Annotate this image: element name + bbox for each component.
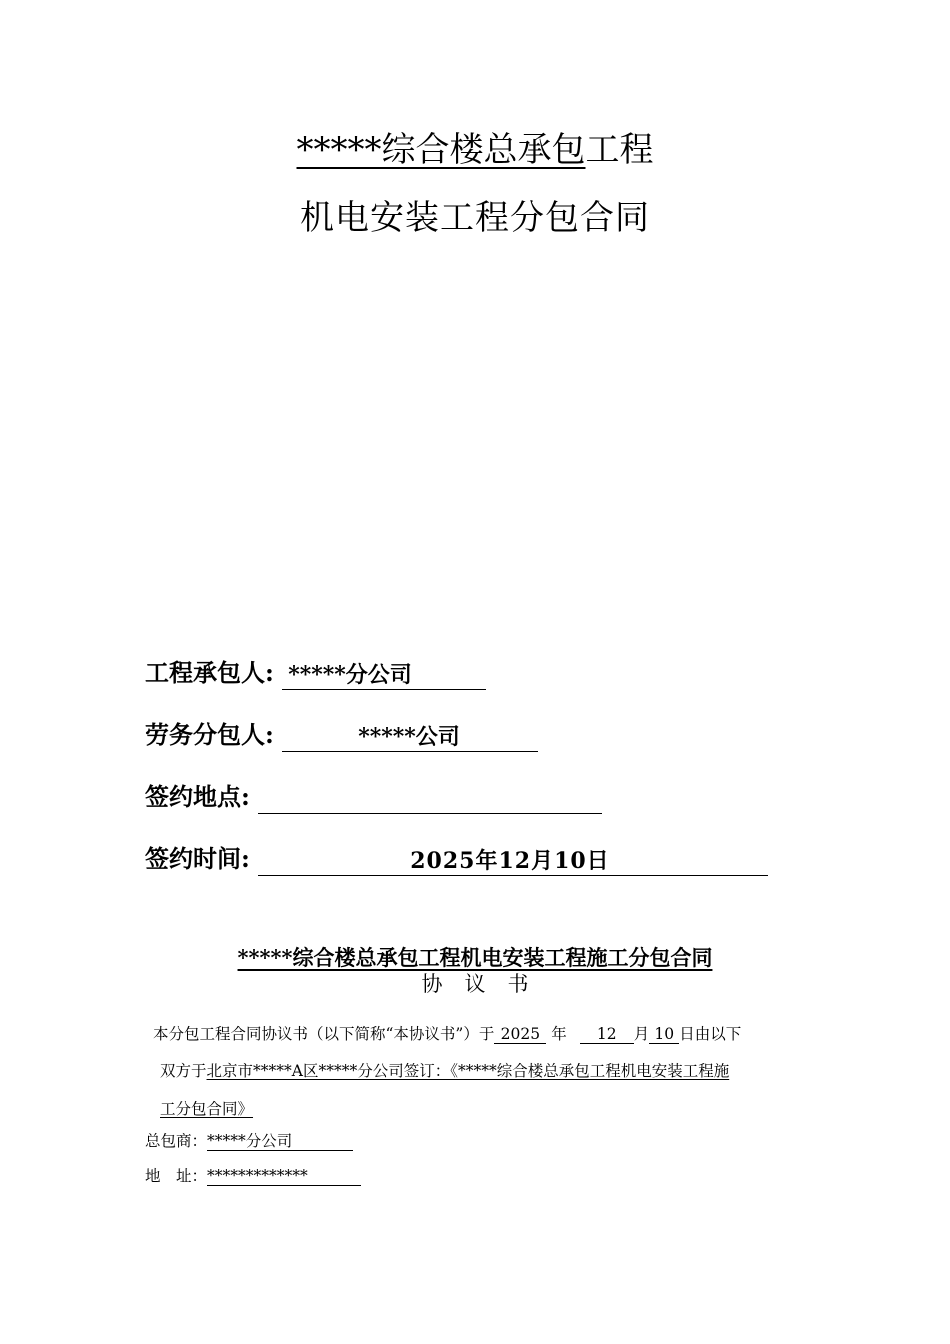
cover-title-line1: [0, 126, 950, 174]
subcontractor-row: [145, 718, 538, 752]
p1-month-unit: 月: [633, 1025, 650, 1043]
addr-label: 地 址：: [145, 1167, 208, 1185]
year-field: 2025: [494, 1025, 546, 1044]
agreement-paragraph-line3: [160, 1098, 253, 1120]
gc-label: 总包商：: [145, 1132, 208, 1150]
cover-title-tail: 工程: [585, 130, 654, 170]
contractor-row: [145, 656, 486, 690]
contractor-field: *****分公司: [282, 660, 486, 690]
agreement-title-text: *****综合楼总承包工程机电安装工程施工分包合同: [237, 945, 713, 970]
place-field: [258, 784, 602, 814]
subcontractor-label: 劳务分包人:: [145, 720, 274, 749]
p2-place: 北京市*****A区*****分公司签订：《*****综合楼总承包工程机电安装工程施: [206, 1062, 730, 1080]
day-field: 10: [649, 1025, 679, 1044]
agreement-paragraph-line1: [153, 1023, 741, 1045]
p1-text-b: 日由以下: [679, 1025, 742, 1043]
addr-field: *************: [207, 1167, 361, 1186]
cover-title-line2: 机电安装工程分包合同: [300, 198, 650, 238]
p1-year-unit: 年: [551, 1025, 567, 1043]
p1-text-a: 本分包工程合同协议书（以下简称“本协议书”）于: [153, 1025, 495, 1043]
p3-place: 工分包合同》: [160, 1100, 254, 1118]
gc-field: *****分公司: [207, 1132, 353, 1151]
place-row: [145, 780, 602, 814]
subcontractor-field: *****公司: [282, 722, 538, 752]
agreement-subtitle: 协议书: [421, 972, 551, 996]
date-field: 2025年12月10日: [258, 846, 768, 876]
agreement-paragraph-line2: [160, 1060, 729, 1082]
p2-text-a: 双方于: [160, 1062, 207, 1080]
place-label: 签约地点:: [145, 782, 250, 811]
cover-title-underlined: *****综合楼总承包: [296, 130, 586, 170]
general-contractor-row: [145, 1130, 353, 1152]
agreement-title: [0, 944, 950, 972]
month-field: 12: [580, 1025, 634, 1044]
address-row: [145, 1165, 361, 1187]
contractor-label: 工程承包人:: [145, 658, 274, 687]
date-label: 签约时间:: [145, 844, 250, 873]
date-row: [145, 842, 768, 876]
